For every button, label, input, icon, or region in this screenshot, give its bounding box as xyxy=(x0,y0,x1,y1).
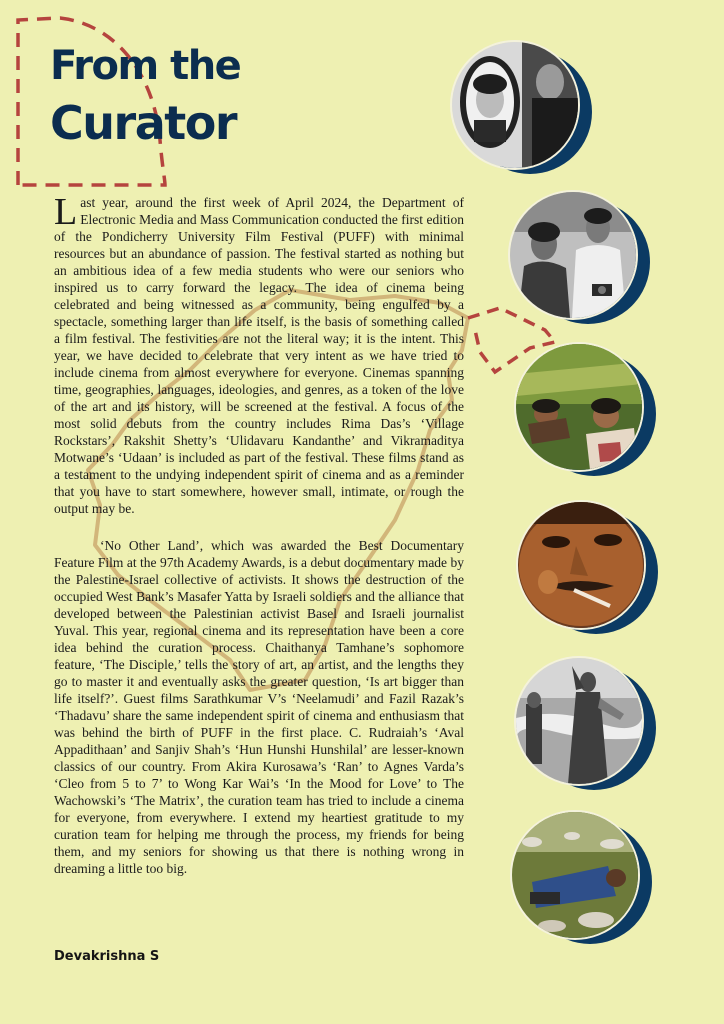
film-still-mirror-portrait xyxy=(450,40,600,176)
photo-frame xyxy=(508,190,638,320)
film-still-closeup-face xyxy=(516,500,666,636)
film-still-figure-on-rocks xyxy=(510,810,660,946)
photo-frame xyxy=(516,500,646,630)
film-still-dancer-by-water xyxy=(514,656,664,792)
photo-frame xyxy=(510,810,640,940)
title-line-1: From the xyxy=(50,43,241,89)
title-line-2: Curator xyxy=(50,96,237,150)
page-title xyxy=(50,43,241,150)
photo-frame xyxy=(514,342,644,472)
film-still-couple-with-camera xyxy=(508,190,658,326)
photo-frame xyxy=(450,40,580,170)
article-body xyxy=(54,191,464,877)
photo-frame xyxy=(514,656,644,786)
article-paragraph-2: ‘No Other Land’, which was awarded the Best Documentary Feature Film at the 97th Academy Awards, is a debut documentary made by the Palestine-Israel collective of activists. It shows the destruction of the occupied West Bank’s Masafer Yatta by Israeli soldiers and the alliance that developed between the Palestinian activist Basel and Israeli journalist Yuval. This year, regional cinema and its representation have been a core idea behind the curation process. Chaithanya Tamhane’s sophomore feature, ‘The Disciple,’ tells the story of art, an artist, and the lengths they go to master it and eventually asks the greater question, ‘Is art bigger than life itself?’. Guest films Sarathkumar V’s ‘Neelamudi’ and Fazil Razak’s ‘Thadavu’ share the same independent spirit of cinema and enthusiasm that was behind the birth of PUFF in the first place. C. Rudraiah’s ‘Aval Appadithaan’ and Sanjiv Shah’s ‘Hun Hunshi Hunshilal’ are lesser-known classics of our country. From Akira Kurosawa’s ‘Ran’ to Agnes Varda’s ‘Cleo from 5 to 7’ to Wong Kar Wai’s ‘In the Mood for Love’ to The Wachowski’s ‘The Matrix’, the curation team has tried to include a cinema for everyone, from everywhere. I extend my heartiest gratitude to my curation team for helping me through the process, my friends for being them, and my seniors for showing us that there is nothing wrong in dreaming a little too big. xyxy=(54,538,464,876)
article-paragraph-1: Last year, around the first week of April 2024, the Department of Electronic Media and Mass Communication conducted the first edition of the Pondicherry University Film Festival (PUFF) with minimal resources but an abundance of passion. The festival started as nothing but an ambitious idea of a few media students who were our seniors who inspired us to carry forward the legacy. The idea of cinema being celebrated and being witnessed as a community, being engulfed by a spectacle, something larger than life itself, is the basis of something called a film festival. The festivities are not the literal way; it is the intent. This year, we have decided to celebrate that very intent as we have tried to include cinema from almost everywhere for everyone. Cinemas spanning time, geographies, languages, ideologies, and genres, as a token of the love of the art and its history, will be screened at the festival. A focus of the most solid debuts from the country includes Rima Das’s ‘Village Rockstars’, Rakshit Shetty’s ‘Ulidavaru Kandanthe’ and Vikramaditya Motwane’s ‘Udaan’ is included as part of the festival. These films stand as a testament to the undying independent spirit of cinema and as a reminder that you have to start somewhere, however small, intimate, or rough the output may be. xyxy=(54,191,464,516)
film-still-lying-in-grass xyxy=(514,342,664,478)
author-signature: Devakrishna S xyxy=(54,949,160,964)
